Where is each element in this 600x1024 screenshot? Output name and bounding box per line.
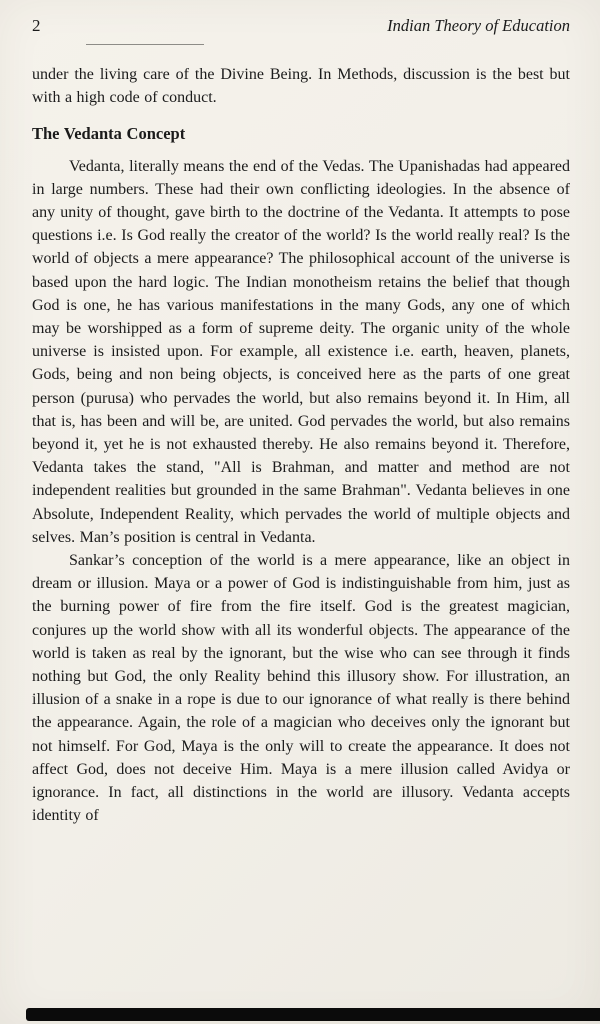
intro-paragraph: under the living care of the Divine Being. In Methods, discussion is the best but with a high code of conduct.	[32, 66, 570, 107]
page-header	[32, 16, 570, 36]
page-body	[32, 63, 570, 828]
maya-paragraph: Sankar’s conception of the world is a mere appearance, like an object in dream or illusion. Maya or a power of God is indistinguishable from him, just as the burning power of fire from the fire itself. God is the greatest magician, conjures up the world show with all its wonderful objects. The appearance of the world is taken as real by the ignorant, but the wise who can see through it finds nothing but God, the only Reality behind this illusory show. For illustration, an illusion of a snake in a rope is due to our ignorance of what really is there behind the appearance. Again, the role of a magician who deceives only the ignorant but not himself. For God, Maya is the only will to create the appearance. It does not affect God, does not deceive Him. Maya is a mere illusion called Avidya or ignorance. In fact, all distinctions in the world are illusory. Vedanta accepts identity of	[32, 552, 570, 825]
vedanta-paragraph: Vedanta, literally means the end of the Vedas. The Upanishadas had appeared in large numbers. These had their own conflicting ideologies. In the absence of any unity of thought, gave birth to the doctrine of the Vedanta. It attempts to pose questions i.e. Is God really the creator of the world? Is the world really real? Is the world of objects a mere appearance? The philosophical account of the universe is based upon the hard logic. The Indian monotheism retains the belief that though God is one, he has various manifestations in the many Gods, any one of which may be worshipped as a form of supreme deity. The organic unity of the whole universe is insisted upon. For example, all existence i.e. earth, heaven, planets, Gods, being and non being objects, is conceived here as the parts of one great person (purusa) who pervades the world, but also remains beyond it. In Him, all that is, has been and will be, are united. God pervades the world, but also remains beyond it, yet he is not exhausted thereby. He also remains beyond it. Therefore, Vedanta takes the stand, "All is Brahman, and matter and method are not independent realities but grounded in the same Brahman". Vedanta believes in one Absolute, Independent Reality, which pervades the world of multiple objects and selves. Man’s position is central in Vedanta.	[32, 157, 570, 546]
scan-edge-bar	[26, 1008, 600, 1021]
header-rule	[86, 44, 204, 45]
section-heading: The Vedanta Concept	[32, 124, 186, 144]
page-number: 2	[32, 16, 41, 35]
running-title: Indian Theory of Education	[387, 16, 570, 35]
